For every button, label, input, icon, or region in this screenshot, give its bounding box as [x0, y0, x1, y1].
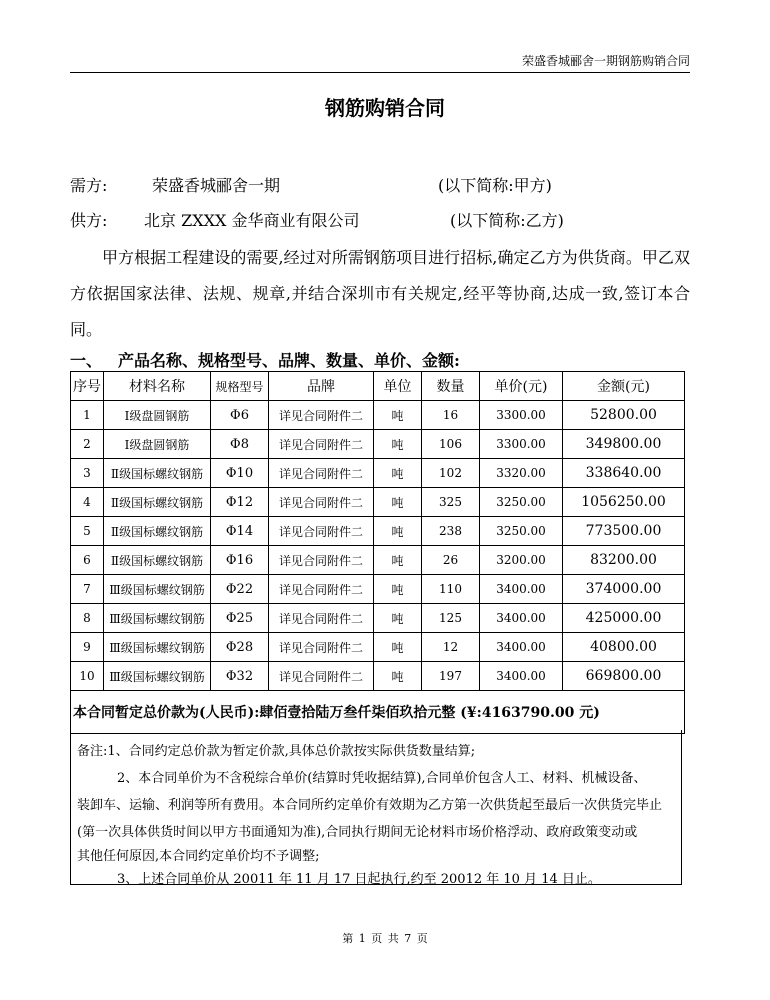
- unit: 吨: [374, 633, 422, 662]
- material-name: Ⅲ级国标螺纹钢筋: [104, 575, 211, 604]
- col-header: 单位: [374, 372, 422, 401]
- amount: 669800.00: [563, 662, 685, 691]
- quantity: 26: [422, 546, 480, 575]
- col-header: 单价(元): [480, 372, 563, 401]
- spec-model: Φ28: [211, 633, 269, 662]
- table-row: [71, 488, 685, 517]
- quantity: 238: [422, 517, 480, 546]
- product-table: [70, 371, 685, 734]
- note-line: (第一次具体供货时间以甲方书面通知为准),合同执行期间无论材料市场价格浮动、政府政策变动或: [77, 825, 638, 840]
- row-number: 4: [71, 488, 104, 517]
- row-number: 3: [71, 459, 104, 488]
- material-name: Ⅲ级国标螺纹钢筋: [104, 662, 211, 691]
- running-header-title: 荣盛香城郦舍一期钢筋购销合同: [521, 54, 690, 68]
- table-row: [71, 517, 685, 546]
- brand: 详见合同附件二: [269, 546, 374, 575]
- intro-paragraph: 甲方根据工程建设的需要,经过对所需钢筋项目进行招标,确定乙方为供货商。甲乙双方依据国家法律、法规、规章,并结合深圳市有关规定,经平等协商,达成一致,签订本合同。: [70, 248, 690, 339]
- material-name: Ⅱ级国标螺纹钢筋: [104, 459, 211, 488]
- row-number: 7: [71, 575, 104, 604]
- material-name: Ⅲ级国标螺纹钢筋: [104, 604, 211, 633]
- brand: 详见合同附件二: [269, 604, 374, 633]
- unit-price: 3400.00: [480, 662, 563, 691]
- unit: 吨: [374, 459, 422, 488]
- table-row: [71, 401, 685, 430]
- unit: 吨: [374, 575, 422, 604]
- brand: 详见合同附件二: [269, 662, 374, 691]
- amount: 40800.00: [563, 633, 685, 662]
- amount: 349800.00: [563, 430, 685, 459]
- quantity: 197: [422, 662, 480, 691]
- buyer-alias: (以下简称:甲方): [438, 176, 552, 195]
- col-header: 品牌: [269, 372, 374, 401]
- buyer-label: 需方:: [70, 176, 108, 195]
- table-row: [71, 546, 685, 575]
- brand: 详见合同附件二: [269, 517, 374, 546]
- row-number: 1: [71, 401, 104, 430]
- quantity: 16: [422, 401, 480, 430]
- seller-name: 北京 ZXXX 金华商业有限公司: [144, 211, 360, 230]
- note-line: 装卸车、运输、利润等所有费用。本合同所约定单价有效期为乙方第一次供货起至最后一次供货完毕止: [77, 798, 663, 813]
- note-line: 3、上述合同单价从 20011 年 11 月 17 日起执行,约至 20012 年 10 月 14 日止。: [117, 872, 601, 887]
- spec-model: Φ12: [211, 488, 269, 517]
- quantity: 106: [422, 430, 480, 459]
- note-line: 2、本合同单价为不含税综合单价(结算时凭收据结算),合同单价包含人工、材料、机械设备、: [117, 771, 647, 786]
- brand: 详见合同附件二: [269, 575, 374, 604]
- row-number: 5: [71, 517, 104, 546]
- brand: 详见合同附件二: [269, 430, 374, 459]
- brand: 详见合同附件二: [269, 633, 374, 662]
- document-title: 钢筋购销合同: [325, 96, 445, 120]
- row-number: 9: [71, 633, 104, 662]
- section-heading: [70, 348, 460, 371]
- unit-price: 3250.00: [480, 517, 563, 546]
- quantity: 125: [422, 604, 480, 633]
- brand: 详见合同附件二: [269, 488, 374, 517]
- unit: 吨: [374, 517, 422, 546]
- table-row: [71, 604, 685, 633]
- col-header: 数量: [422, 372, 480, 401]
- spec-model: Φ22: [211, 575, 269, 604]
- quantity: 325: [422, 488, 480, 517]
- quantity: 12: [422, 633, 480, 662]
- spec-model: Φ6: [211, 401, 269, 430]
- section-number: 一、: [70, 351, 103, 370]
- quantity: 110: [422, 575, 480, 604]
- amount: 83200.00: [563, 546, 685, 575]
- col-header: 序号: [71, 372, 104, 401]
- material-name: Ⅱ级国标螺纹钢筋: [104, 488, 211, 517]
- row-number: 8: [71, 604, 104, 633]
- spec-model: Φ16: [211, 546, 269, 575]
- total-row: [71, 691, 685, 734]
- section-title: 产品名称、规格型号、品牌、数量、单价、金额:: [118, 351, 460, 370]
- seller-label: 供方:: [70, 211, 108, 230]
- amount: 374000.00: [563, 575, 685, 604]
- material-name: Ⅲ级国标螺纹钢筋: [104, 633, 211, 662]
- seller-alias: (以下简称:乙方): [450, 211, 564, 230]
- spec-model: Φ10: [211, 459, 269, 488]
- table-header-row: [71, 372, 685, 401]
- unit-price: 3400.00: [480, 604, 563, 633]
- material-name: Ⅱ级国标螺纹钢筋: [104, 517, 211, 546]
- spec-model: Φ25: [211, 604, 269, 633]
- brand: 详见合同附件二: [269, 459, 374, 488]
- row-number: 10: [71, 662, 104, 691]
- col-header: 金额(元): [563, 372, 685, 401]
- brand: 详见合同附件二: [269, 401, 374, 430]
- unit-price: 3300.00: [480, 401, 563, 430]
- col-header: 规格型号: [211, 372, 269, 401]
- amount: 338640.00: [563, 459, 685, 488]
- note-line: 其他任何原因,本合同约定单价均不予调整;: [77, 849, 320, 864]
- unit-price: 3200.00: [480, 546, 563, 575]
- table-row: [71, 459, 685, 488]
- table-row: [71, 575, 685, 604]
- col-header: 材料名称: [104, 372, 211, 401]
- spec-model: Φ32: [211, 662, 269, 691]
- spec-model: Φ14: [211, 517, 269, 546]
- unit: 吨: [374, 546, 422, 575]
- unit-price: 3400.00: [480, 575, 563, 604]
- material-name: Ⅰ级盘圆钢筋: [104, 401, 211, 430]
- row-number: 2: [71, 430, 104, 459]
- quantity: 102: [422, 459, 480, 488]
- unit-price: 3300.00: [480, 430, 563, 459]
- table-row: [71, 662, 685, 691]
- page-number: 第 1 页 共 7 页: [342, 932, 428, 945]
- total-price-text: 本合同暂定总价款为(人民币):肆佰壹拾陆万叁仟柒佰玖拾元整 (¥:4163790.00 元): [71, 691, 685, 734]
- unit-price: 3320.00: [480, 459, 563, 488]
- unit: 吨: [374, 430, 422, 459]
- unit-price: 3400.00: [480, 633, 563, 662]
- table-row: [71, 633, 685, 662]
- material-name: Ⅱ级国标螺纹钢筋: [104, 546, 211, 575]
- row-number: 6: [71, 546, 104, 575]
- notes-section: [70, 730, 682, 885]
- amount: 1056250.00: [563, 488, 685, 517]
- amount: 52800.00: [563, 401, 685, 430]
- header-divider: [70, 72, 690, 73]
- material-name: Ⅰ级盘圆钢筋: [104, 430, 211, 459]
- table-row: [71, 430, 685, 459]
- amount: 425000.00: [563, 604, 685, 633]
- unit: 吨: [374, 662, 422, 691]
- spec-model: Φ8: [211, 430, 269, 459]
- unit: 吨: [374, 604, 422, 633]
- amount: 773500.00: [563, 517, 685, 546]
- unit: 吨: [374, 401, 422, 430]
- unit: 吨: [374, 488, 422, 517]
- note-line: 备注:1、合同约定总价款为暂定价款,具体总价款按实际供货数量结算;: [77, 744, 476, 759]
- buyer-name: 荣盛香城郦舍一期: [152, 176, 281, 195]
- unit-price: 3250.00: [480, 488, 563, 517]
